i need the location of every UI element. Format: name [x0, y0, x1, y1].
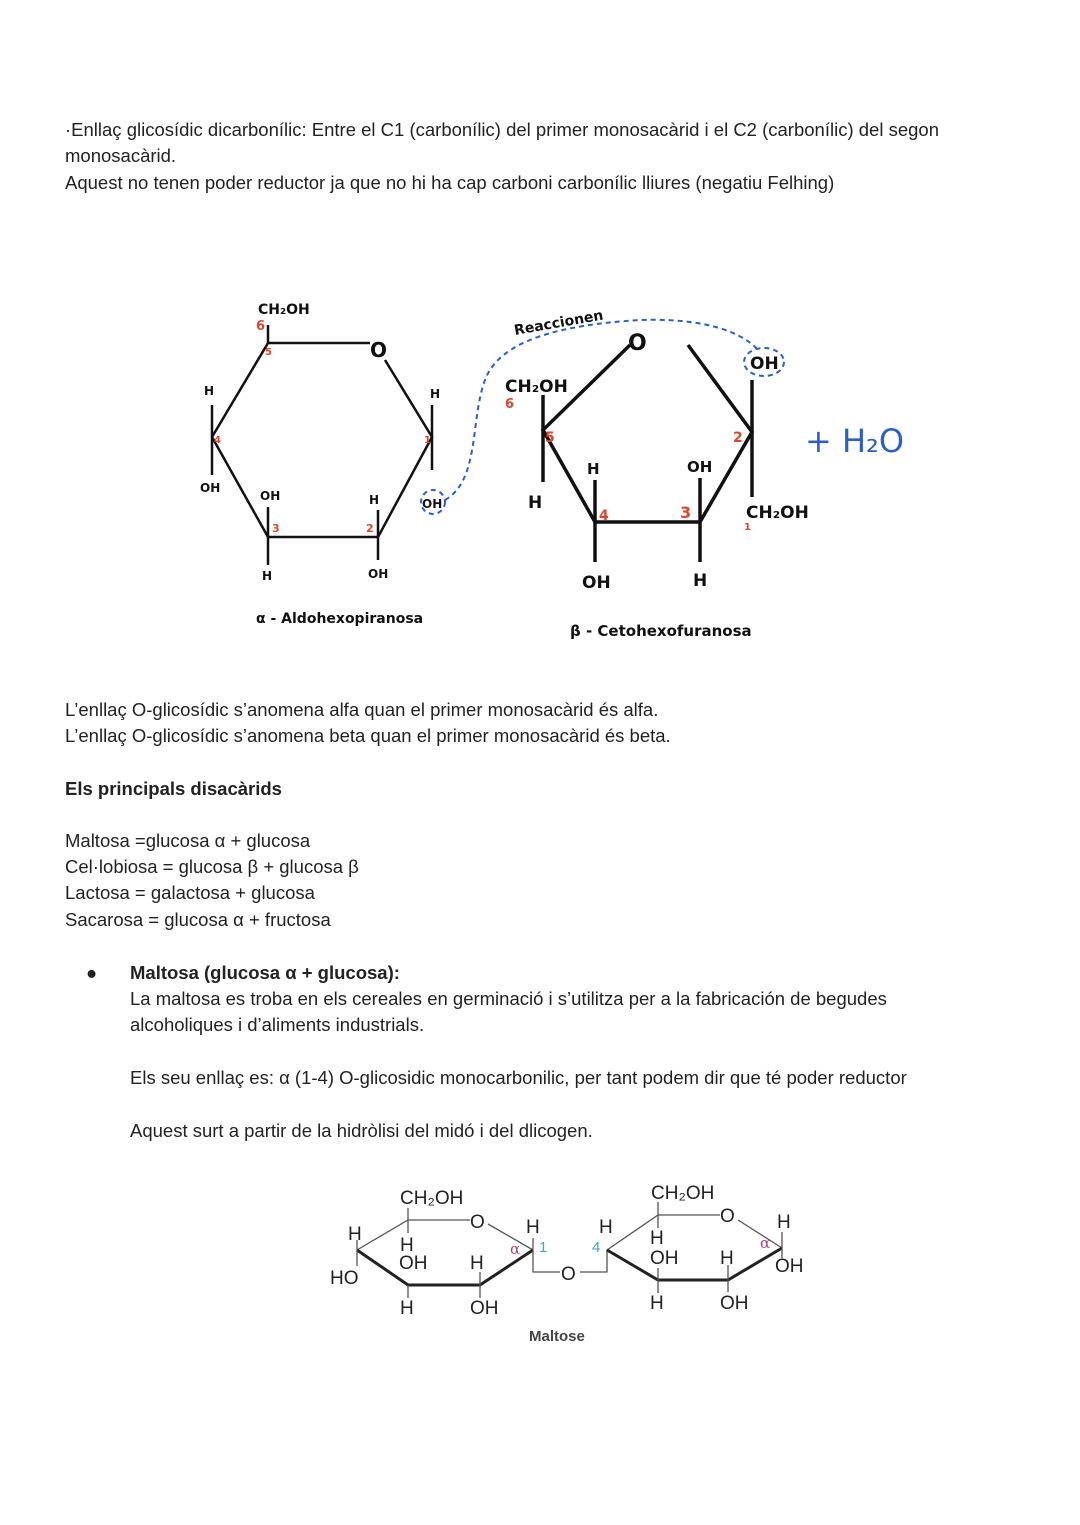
list-item: Sacarosa = glucosa α + fructosa	[65, 909, 331, 930]
label: H	[348, 1224, 362, 1245]
label: HO	[330, 1268, 359, 1289]
water-label: + H₂O	[805, 422, 905, 460]
carbon-number: 1	[744, 522, 751, 533]
label: CH₂OH	[400, 1188, 464, 1209]
caption: β - Cetohexofuranosa	[570, 622, 752, 640]
label: OH	[775, 1256, 804, 1277]
label: O	[720, 1206, 735, 1227]
intro-line: monosacàrid.	[65, 145, 177, 166]
label: H	[526, 1217, 540, 1238]
label: H	[650, 1293, 664, 1314]
text-line: Aquest surt a partir de la hidròlisi del midó i del dlicogen.	[130, 1120, 593, 1141]
text-line: La maltosa es troba en els cereales en germinació i s’utilitza per a la fabricación de begudes	[130, 988, 887, 1009]
label: OH	[368, 567, 389, 581]
text-line: Els seu enllaç es: α (1-4) O-glicosidic monocarbonilic, per tant podem dir que té poder reductor	[130, 1067, 907, 1088]
caption: α - Aldohexopiranosa	[256, 611, 424, 627]
carbon-number: 2	[733, 430, 743, 446]
label: CH₂OH	[258, 302, 310, 318]
alpha-label: α	[510, 1240, 521, 1258]
label: OH	[260, 489, 281, 503]
label: CH₂OH	[651, 1183, 715, 1204]
reaction-label: Reaccionen	[512, 307, 605, 339]
label: H	[400, 1298, 414, 1319]
label: OH	[399, 1253, 428, 1274]
label: H	[400, 1235, 414, 1256]
label: OH	[650, 1248, 679, 1269]
pyranose-diagram	[212, 325, 432, 565]
label: H	[599, 1217, 613, 1238]
label: H	[777, 1212, 791, 1233]
label: H	[262, 569, 273, 583]
label: O	[470, 1212, 485, 1233]
label: H	[369, 493, 380, 507]
carbon-number: 4	[214, 435, 221, 446]
reaction-link	[421, 320, 784, 514]
section-heading: Els principals disacàrids	[65, 778, 282, 799]
label: OH	[750, 354, 779, 374]
list-item: Lactosa = galactosa + glucosa	[65, 882, 315, 903]
carbon-number: 5	[265, 347, 272, 358]
label: O	[561, 1264, 576, 1285]
carbon-number: 2	[366, 522, 374, 535]
carbon-number: 6	[256, 319, 266, 334]
carbon-number: 5	[545, 430, 555, 446]
caption: Maltose	[529, 1328, 585, 1345]
carbon-number: 1	[539, 1239, 548, 1256]
label: OH	[470, 1298, 499, 1319]
maltosa-title: Maltosa (glucosa α + glucosa):	[130, 962, 400, 983]
carbon-number: 6	[505, 397, 515, 412]
label: OH	[422, 497, 443, 511]
carbon-number: 3	[272, 522, 280, 535]
label: CH₂OH	[505, 377, 568, 397]
intro-line: Aquest no tenen poder reductor ja que no hi ha cap carboni carbonílic lliures (negatiu Felhing)	[65, 172, 835, 193]
label: H	[693, 571, 708, 591]
label: H	[204, 384, 215, 398]
list-item: Maltosa =glucosa α + glucosa	[65, 830, 311, 851]
label: H	[587, 460, 600, 478]
carbon-number: 1	[424, 435, 431, 446]
carbon-number: 4	[592, 1239, 601, 1256]
label: H	[430, 387, 441, 401]
label: OH	[582, 573, 611, 593]
label: H	[720, 1248, 734, 1269]
label: H	[650, 1228, 664, 1249]
label: OH	[720, 1293, 749, 1314]
label: O	[628, 331, 647, 356]
list-item: Cel·lobiosa = glucosa β + glucosa β	[65, 856, 359, 877]
label: O	[370, 338, 388, 362]
intro-line: ·Enllaç glicosídic dicarbonílic: Entre el C1 (carbonílic) del primer monosacàrid i el C2 (carbonílic) del segon	[65, 119, 939, 140]
label: H	[528, 493, 543, 513]
furanose-diagram	[543, 345, 752, 562]
text-line: alcoholiques i d’aliments industrials.	[130, 1014, 425, 1035]
carbon-number: 4	[599, 508, 609, 524]
text-line: L’enllaç O-glicosídic s’anomena alfa quan el primer monosacàrid és alfa.	[65, 699, 659, 720]
label: OH	[687, 458, 713, 476]
label: H	[470, 1253, 484, 1274]
bullet-icon: ●	[86, 962, 98, 983]
text-line: L’enllaç O-glicosídic s’anomena beta quan el primer monosacàrid és beta.	[65, 725, 671, 746]
label: CH₂OH	[746, 503, 809, 523]
carbon-number: 3	[680, 503, 692, 522]
label: OH	[200, 481, 221, 495]
alpha-label: α	[760, 1234, 771, 1252]
